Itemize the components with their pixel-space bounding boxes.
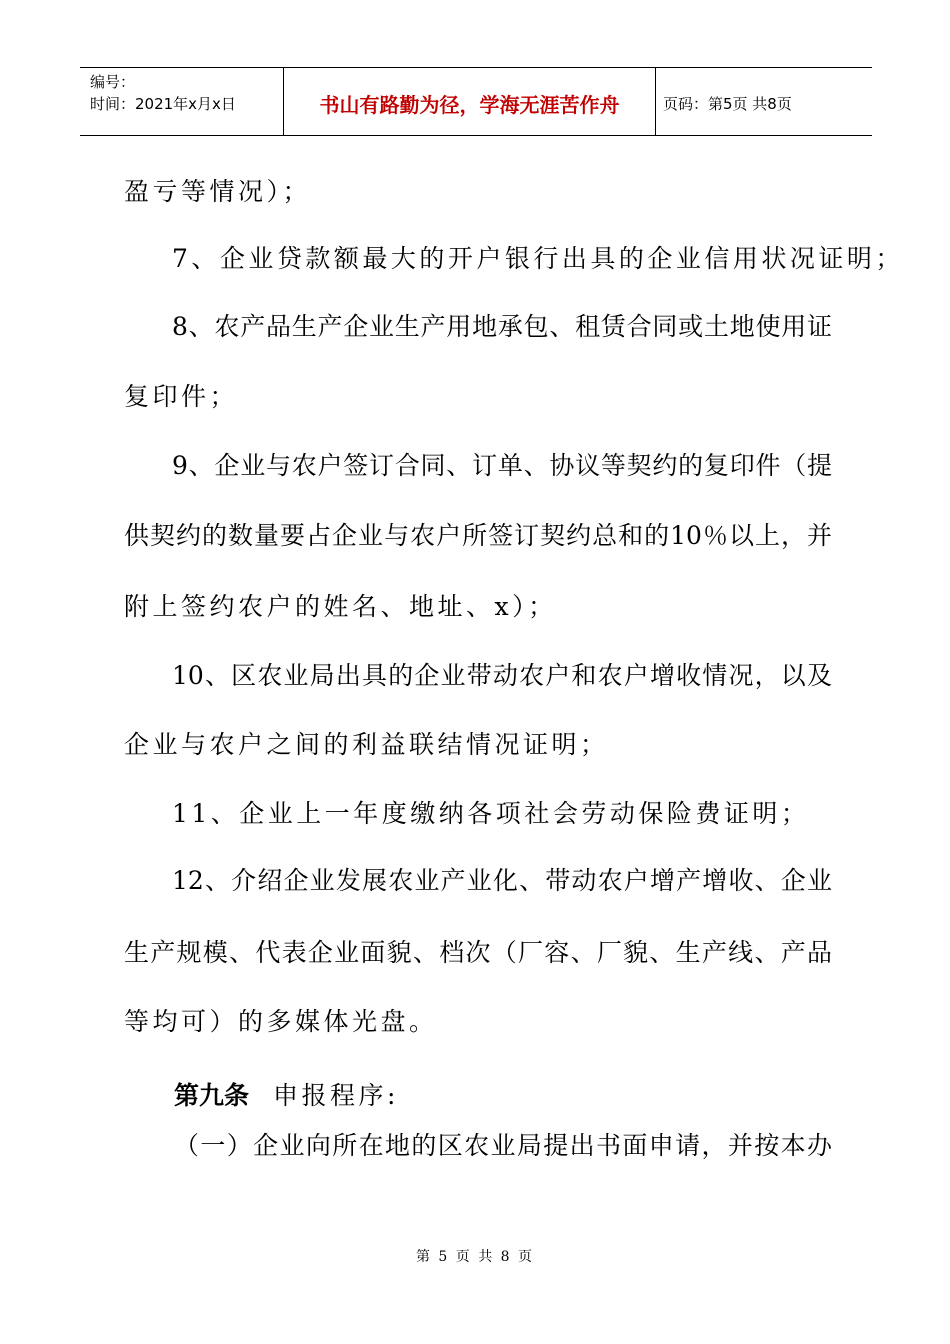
body-line: 企业与农户之间的利益联结情况证明；	[124, 730, 609, 759]
header-meta-cell	[80, 68, 284, 135]
body-line: 复印件；	[124, 382, 239, 411]
header-page-label: 页码：第5页 共8页	[663, 95, 792, 113]
article-heading: 申报程序:	[273, 1081, 399, 1110]
body-line: 盈亏等情况）；	[124, 177, 312, 206]
header-motto: 书山有路勤为径，学海无涯苦作舟	[284, 68, 656, 135]
list-item-9: 9、企业与农户签订合同、订单、协议等契约的复印件（提	[172, 451, 832, 480]
page-header	[80, 67, 872, 136]
list-item-12: 12、介绍企业发展农业产业化、带动农户增产增收、企业	[172, 866, 832, 895]
body-line: （一）企业向所在地的区农业局提出书面申请，并按本办	[174, 1131, 832, 1160]
body-line: 附上签约农户的姓名、地址、x）；	[124, 592, 557, 621]
article-title: 第九条	[174, 1081, 250, 1110]
list-item-7: 7、企业贷款额最大的开户银行出具的企业信用状况证明；	[172, 244, 904, 273]
page-footer: 第 5 页 共 8 页	[415, 1249, 535, 1265]
body-line: 供契约的数量要占企业与农户所签订契约总和的10％以上，并	[124, 521, 832, 550]
list-item-8: 8、农产品生产企业生产用地承包、租赁合同或土地使用证	[172, 312, 832, 341]
list-item-10: 10、区农业局出具的企业带动农户和农户增收情况，以及	[172, 661, 832, 690]
body-line: 生产规模、代表企业面貌、档次（厂容、厂貌、生产线、产品	[124, 938, 832, 967]
time-label: 时间：2021年x月x日	[90, 95, 236, 113]
list-item-11: 11、企业上一年度缴纳各项社会劳动保险费证明；	[172, 799, 810, 828]
article-heading-line	[174, 1080, 399, 1112]
body-line: 等均可）的多媒体光盘。	[124, 1007, 438, 1036]
doc-number-label: 编号：	[90, 73, 136, 91]
